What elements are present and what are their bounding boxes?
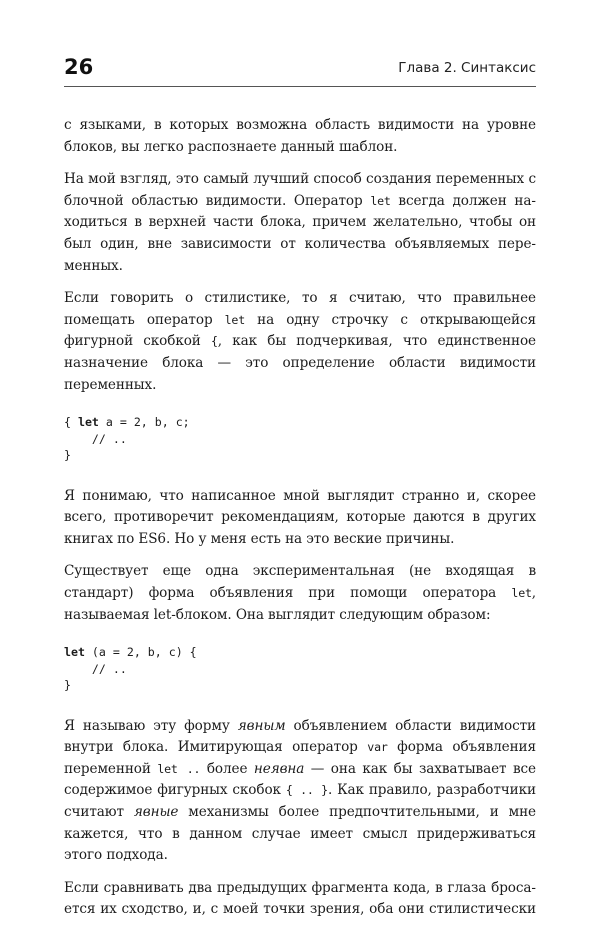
text-run: объявлением области видимости внутри блока. Имитирующая оператор xyxy=(64,717,536,756)
paragraph-2 xyxy=(64,169,536,277)
code-token: (a = 2, b, c) { xyxy=(84,645,197,660)
paragraph-3 xyxy=(64,288,536,396)
inline-code: let xyxy=(511,586,532,600)
text-run: всегда должен находиться в верхней части блока, причем желательно, чтобы он был один, вне зависимости от количества объявляемых переменных. xyxy=(64,192,536,274)
code-line: } xyxy=(64,448,71,463)
italic-term: явным xyxy=(237,717,286,734)
chapter-title: Глава 2. Синтаксис xyxy=(398,60,536,76)
paragraph-7 xyxy=(64,878,536,921)
code-token: { xyxy=(64,415,78,430)
header-rule xyxy=(64,86,536,87)
paragraph-5 xyxy=(64,561,536,626)
code-keyword: let xyxy=(64,645,85,660)
page-content xyxy=(64,115,536,932)
text-run: , как бы подчеркивая, что единственное назначение блока — это определение области видимости переменных. xyxy=(64,333,536,393)
text-run: На мой взгляд, это самый лучший способ создания переменных с блочной областью видимости. Оператор xyxy=(64,171,536,209)
text-run: Если говорить о стилистике, то я считаю, что правильнее помещать оператор xyxy=(64,290,536,328)
code-line xyxy=(64,645,197,659)
italic-term: явные xyxy=(133,804,179,821)
code-keyword: let xyxy=(77,415,99,430)
paragraph-1-text: с языками, в которых возможна область видимости на уровне блоков, вы легко распознаете данный шаблон. xyxy=(64,117,536,155)
paragraph-1 xyxy=(64,115,536,158)
text-run: на одну строчку с открывающейся фигурной скобкой xyxy=(64,311,536,350)
text-run: . Как правило, разработчики считают xyxy=(64,782,536,821)
page-number: 26 xyxy=(64,55,94,79)
text-run: форма объявления переменной xyxy=(64,739,536,777)
text-run: более xyxy=(200,760,254,777)
text-run: — она как бы захватывает все содержимое фигурных скобок xyxy=(64,760,536,799)
code-block-1 xyxy=(64,414,536,464)
code-line: } xyxy=(64,678,71,693)
inline-code: let xyxy=(370,193,391,208)
italic-term: неявна xyxy=(253,760,305,777)
inline-code: { xyxy=(211,334,218,349)
inline-code: var xyxy=(367,740,388,755)
inline-code: let xyxy=(224,312,245,327)
inline-code: let .. xyxy=(157,761,201,776)
code-line: // .. xyxy=(64,661,127,676)
inline-code: { .. } xyxy=(285,783,328,798)
text-run: механизмы более предпочтительными, и мне кажется, что в данном случае имеет смысл придерживаться этого подхода. xyxy=(64,804,536,864)
paragraph-7-text: Если сравнивать два предыдущих фрагмента кода, в глаза бросается их сходство, и, с моей точки зрения, оба они стилистически xyxy=(64,879,536,918)
paragraph-4 xyxy=(64,486,536,551)
text-run: Существует еще одна экспериментальная (не входящая в стандарт) форма объявления при помощи оператора xyxy=(64,563,536,601)
page-header xyxy=(64,52,536,88)
text-run: , называемая let-блоком. Она выглядит следующим образом: xyxy=(64,585,536,623)
text-run: Я называю эту форму xyxy=(64,717,238,734)
code-line xyxy=(64,415,190,429)
paragraph-6 xyxy=(64,716,536,867)
code-token: a = 2, b, c; xyxy=(98,415,190,430)
code-line: // .. xyxy=(64,431,127,446)
paragraph-4-text: Я понимаю, что написанное мной выглядит странно и, скорее всего, противоречит рекомендациям, которые даются в других книгах по ES6. Но у меня есть на это веские причины. xyxy=(64,487,536,547)
code-block-2 xyxy=(64,644,536,694)
